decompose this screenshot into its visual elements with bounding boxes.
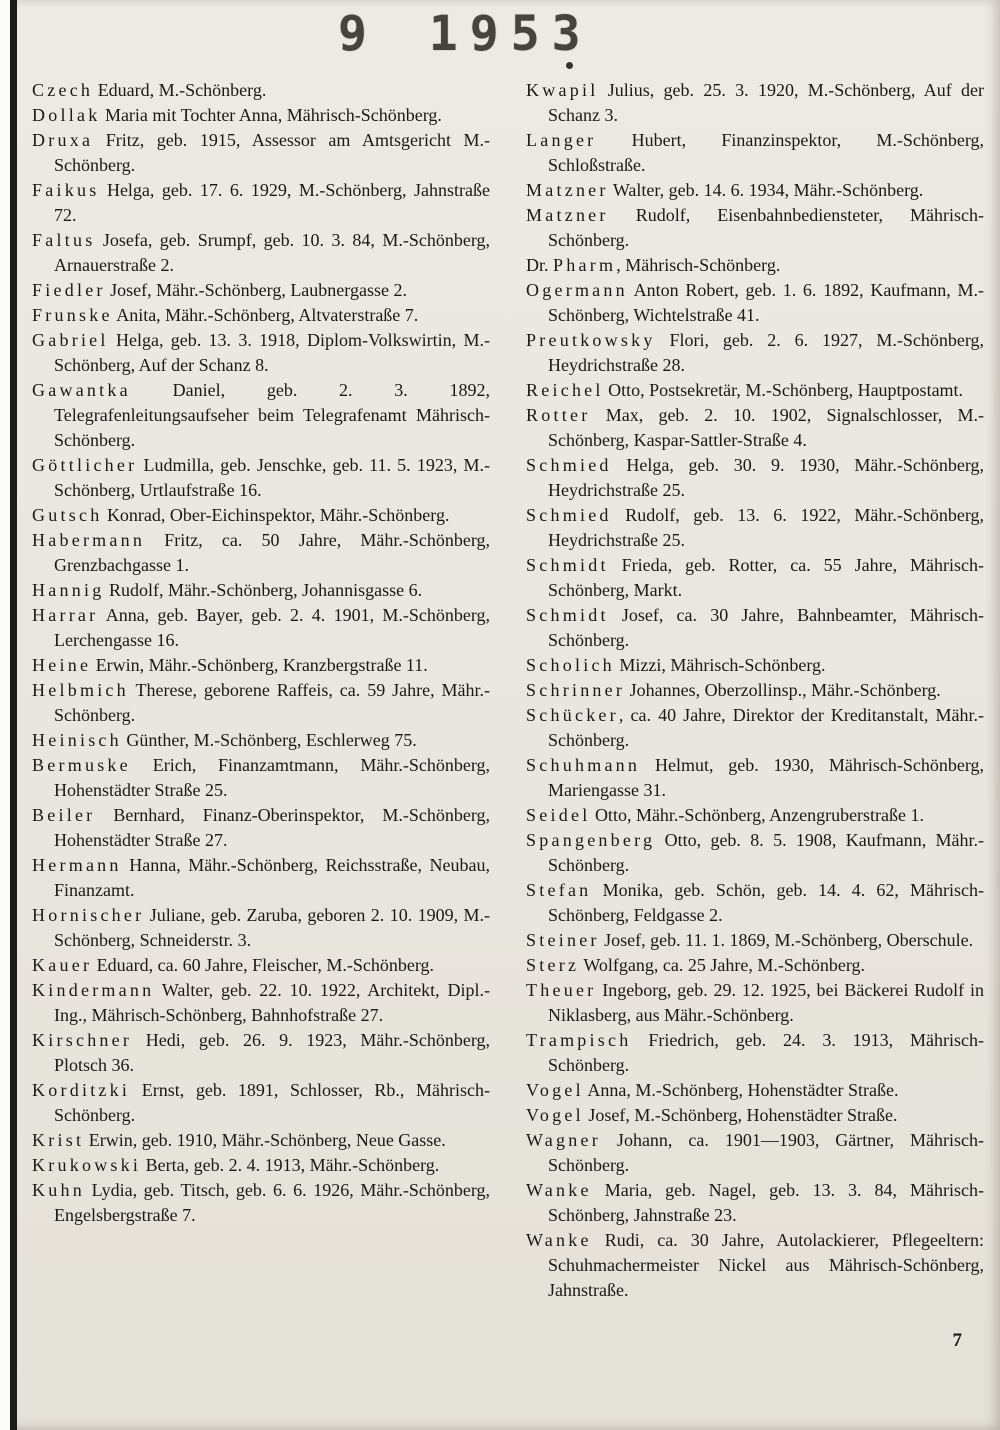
entry-surname: Gabriel: [32, 330, 109, 350]
entry-surname: Spangenberg: [526, 830, 656, 850]
entry-text: Helga, geb. 30. 9. 1930, Mähr.-Schönberg, Heydrichstraße 25.: [548, 455, 984, 500]
entry-text: Flori, geb. 2. 6. 1927, M.-Schönberg, Heydrichstraße 28.: [548, 330, 984, 375]
entry-text: Josef, geb. 11. 1. 1869, M.-Schönberg, Oberschule.: [599, 930, 974, 950]
entry-text: Anton Robert, geb. 1. 6. 1892, Kaufmann, M.-Schönberg, Wichtelstraße 41.: [548, 280, 984, 325]
directory-entry: [32, 578, 490, 603]
directory-entry: [32, 603, 490, 653]
entry-surname: Schücker: [526, 705, 619, 725]
entry-surname: Steiner: [526, 930, 600, 950]
directory-entry: [526, 78, 984, 128]
entry-text: Anna, M.-Schönberg, Hohenstädter Straße.: [583, 1080, 899, 1100]
entry-text: Rudolf, Eisenbahnbediensteter, Mährisch-Schönberg.: [548, 205, 984, 250]
entry-text: Ingeborg, geb. 29. 12. 1925, bei Bäckerei Rudolf in Niklasberg, aus Mähr.-Schönberg.: [548, 980, 984, 1025]
scan-white-edge: [0, 0, 10, 1430]
directory-entry: [32, 1178, 490, 1228]
entry-surname: Schmied: [526, 505, 612, 525]
directory-entry: [526, 378, 984, 403]
directory-entry: [32, 278, 490, 303]
directory-entry: [526, 403, 984, 453]
directory-entry: [32, 728, 490, 753]
entry-surname: Vogel: [526, 1105, 584, 1125]
directory-entry: [526, 328, 984, 378]
directory-entry: [526, 878, 984, 928]
entry-surname: Theuer: [526, 980, 597, 1000]
entry-text: Günther, M.-Schönberg, Eschlerweg 75.: [121, 730, 417, 750]
directory-entry: [526, 678, 984, 703]
directory-entry: [32, 328, 490, 378]
entry-text: Walter, geb. 14. 6. 1934, Mähr.-Schönberg.: [608, 180, 924, 200]
entry-text: Hedi, geb. 26. 9. 1923, Mähr.-Schönberg, Plotsch 36.: [54, 1030, 490, 1075]
entry-surname: Kirschner: [32, 1030, 133, 1050]
directory-entry: [32, 953, 490, 978]
directory-entry: [526, 1128, 984, 1178]
entry-surname: Schuhmann: [526, 755, 641, 775]
directory-entry: [32, 653, 490, 678]
entry-surname: Schmidt: [526, 605, 609, 625]
entry-surname: Faltus: [32, 230, 96, 250]
entry-surname: Matzner: [526, 205, 609, 225]
entry-surname: Faikus: [32, 180, 100, 200]
entry-text: Daniel, geb. 2. 3. 1892, Telegrafenleitungsaufseher beim Telegrafenamt Mährisch-Schönberg.: [54, 380, 490, 450]
entry-text: Maria mit Tochter Anna, Mährisch-Schönberg.: [100, 105, 442, 125]
entry-text: Anita, Mähr.-Schönberg, Altvaterstraße 7.: [112, 305, 419, 325]
entry-text: Josef, ca. 30 Jahre, Bahnbeamter, Mährisch-Schönberg.: [548, 605, 984, 650]
entry-surname: Matzner: [526, 180, 609, 200]
entry-surname: Kwapil: [526, 80, 599, 100]
entry-text: Therese, geborene Raffeis, ca. 59 Jahre, Mähr.-Schönberg.: [54, 680, 490, 725]
left-column: [32, 78, 490, 1303]
entry-surname: Dollak: [32, 105, 101, 125]
entry-text: Monika, geb. Schön, geb. 14. 4. 62, Mährisch-Schönberg, Feldgasse 2.: [548, 880, 984, 925]
entry-surname: Druxa: [32, 130, 94, 150]
entry-text: Johann, ca. 1901—1903, Gärtner, Mährisch-Schönberg.: [548, 1130, 984, 1175]
entry-text: Hanna, Mähr.-Schönberg, Reichsstraße, Neubau, Finanzamt.: [54, 855, 490, 900]
entry-surname: Wagner: [526, 1130, 601, 1150]
entry-surname: Helbmich: [32, 680, 129, 700]
entry-surname: Seidel: [526, 805, 591, 825]
entry-text: Erich, Finanzamtmann, Mähr.-Schönberg, Hohenstädter Straße 25.: [54, 755, 490, 800]
entry-text: Otto, Mähr.-Schönberg, Anzengruberstraße 1.: [590, 805, 925, 825]
directory-entry: [32, 453, 490, 503]
entry-surname: Kauer: [32, 955, 93, 975]
entry-surname: Trampisch: [526, 1030, 632, 1050]
entry-surname: Schrinner: [526, 680, 626, 700]
entry-text: , Mährisch-Schönberg.: [616, 255, 781, 275]
entry-text: Max, geb. 2. 10. 1902, Signalschlosser, M.-Schönberg, Kaspar-Sattler-Straße 4.: [548, 405, 984, 450]
directory-entry: [526, 928, 984, 953]
entry-text: Rudolf, geb. 13. 6. 1922, Mähr.-Schönberg, Heydrichstraße 25.: [548, 505, 984, 550]
entry-text: Fritz, geb. 1915, Assessor am Amtsgericht M.-Schönberg.: [54, 130, 490, 175]
entry-text: Julius, geb. 25. 3. 1920, M.-Schönberg, Auf der Schanz 3.: [548, 80, 984, 125]
entry-text: Lydia, geb. Titsch, geb. 6. 6. 1926, Mähr.-Schönberg, Engelsbergstraße 7.: [54, 1180, 490, 1225]
entry-surname: Schmied: [526, 455, 612, 475]
entry-surname: Korditzki: [32, 1080, 131, 1100]
directory-entry: [526, 128, 984, 178]
entry-text: Otto, geb. 8. 5. 1908, Kaufmann, Mähr.-Schönberg.: [548, 830, 984, 875]
directory-entry: [526, 753, 984, 803]
entry-surname: Heine: [32, 655, 92, 675]
entry-text: Helmut, geb. 1930, Mährisch-Schönberg, Mariengasse 31.: [548, 755, 984, 800]
directory-entry: [32, 853, 490, 903]
entry-surname: Hermann: [32, 855, 122, 875]
entry-text: Hubert, Finanzinspektor, M.-Schönberg, Schloßstraße.: [548, 130, 984, 175]
directory-entry: [526, 553, 984, 603]
entry-surname: Preutkowsky: [526, 330, 656, 350]
entry-surname: Habermann: [32, 530, 146, 550]
entry-surname: Kuhn: [32, 1180, 85, 1200]
directory-entry: [32, 103, 490, 128]
entry-text: Josef, Mähr.-Schönberg, Laubnergasse 2.: [105, 280, 407, 300]
entry-surname: Krist: [32, 1130, 85, 1150]
entry-surname: Reichel: [526, 380, 604, 400]
entry-surname: Czech: [32, 80, 94, 100]
entry-surname: Bermuske: [32, 755, 131, 775]
entry-text: Eduard, ca. 60 Jahre, Fleischer, M.-Schönberg.: [92, 955, 435, 975]
entry-text: Eduard, M.-Schönberg.: [93, 80, 267, 100]
entry-text: Konrad, Ober-Eichinspektor, Mähr.-Schönberg.: [102, 505, 450, 525]
directory-entry: [32, 228, 490, 278]
entry-text: Bernhard, Finanz-Oberinspektor, M.-Schönberg, Hohenstädter Straße 27.: [54, 805, 490, 850]
entry-surname: Rotter: [526, 405, 591, 425]
entry-text: Friedrich, geb. 24. 3. 1913, Mährisch-Schönberg.: [548, 1030, 984, 1075]
entry-surname: Frunske: [32, 305, 113, 325]
directory-entry: [526, 703, 984, 753]
entry-text: Erwin, Mähr.-Schönberg, Kranzbergstraße 11.: [91, 655, 428, 675]
entry-surname: Hornischer: [32, 905, 145, 925]
entry-surname: Göttlicher: [32, 455, 138, 475]
entry-surname: Wanke: [526, 1230, 592, 1250]
date-stamp: [338, 6, 593, 62]
entry-text: Josef, M.-Schönberg, Hohenstädter Straße.: [583, 1105, 898, 1125]
entry-surname: Langer: [526, 130, 597, 150]
entry-surname: Beiler: [32, 805, 96, 825]
directory-entry: [526, 503, 984, 553]
entry-surname: Krukowski: [32, 1155, 142, 1175]
directory-entry: [526, 978, 984, 1028]
entry-text: Ludmilla, geb. Jenschke, geb. 11. 5. 1923, M.-Schönberg, Urtlaufstraße 16.: [54, 455, 490, 500]
directory-entry: [526, 603, 984, 653]
directory-entry: [526, 1028, 984, 1078]
directory-entry: [32, 903, 490, 953]
entry-text: Otto, Postsekretär, M.-Schönberg, Hauptpostamt.: [603, 380, 964, 400]
entry-surname: Pharm: [553, 255, 617, 275]
directory-entry: [32, 128, 490, 178]
page-number: 7: [952, 1330, 962, 1351]
stamp-ink-dot: [566, 62, 573, 69]
entry-text: Juliane, geb. Zaruba, geboren 2. 10. 1909, M.-Schönberg, Schneiderstr. 3.: [54, 905, 490, 950]
directory-entry: [526, 278, 984, 328]
directory-entry: [526, 1103, 984, 1128]
directory-entry: [32, 528, 490, 578]
entry-text: Anna, geb. Bayer, geb. 2. 4. 1901, M.-Schönberg, Lerchengasse 16.: [54, 605, 490, 650]
entry-surname: Scholich: [526, 655, 615, 675]
directory-entry: [526, 178, 984, 203]
stamp-year: 1953: [428, 6, 593, 62]
entry-surname: Wanke: [526, 1180, 592, 1200]
entry-surname: Vogel: [526, 1080, 584, 1100]
entry-surname: Hannig: [32, 580, 105, 600]
entry-text: Berta, geb. 2. 4. 1913, Mähr.-Schönberg.: [141, 1155, 440, 1175]
directory-entry: [32, 1028, 490, 1078]
entry-text: Helga, geb. 17. 6. 1929, M.-Schönberg, Jahnstraße 72.: [54, 180, 490, 225]
entry-surname: Kindermann: [32, 980, 155, 1000]
directory-entry: [32, 303, 490, 328]
scan-edge-strip: [10, 0, 17, 1430]
stamp-number: 9: [338, 6, 367, 62]
entry-text: Maria, geb. Nagel, geb. 13. 3. 84, Mährisch-Schönberg, Jahnstraße 23.: [548, 1180, 984, 1225]
entry-text: Erwin, geb. 1910, Mähr.-Schönberg, Neue Gasse.: [84, 1130, 446, 1150]
directory-entry: [32, 178, 490, 228]
directory-entry: [32, 1128, 490, 1153]
directory-entry: [526, 1078, 984, 1103]
entry-text: Fritz, ca. 50 Jahre, Mähr.-Schönberg, Grenzbachgasse 1.: [54, 530, 490, 575]
entry-surname: Harrar: [32, 605, 99, 625]
directory-entry: [32, 1153, 490, 1178]
directory-entry: [32, 678, 490, 728]
directory-entry: [32, 978, 490, 1028]
directory-entry: [32, 78, 490, 103]
directory-entry: [526, 253, 984, 278]
entry-text: Ernst, geb. 1891, Schlosser, Rb., Mährisch-Schönberg.: [54, 1080, 490, 1125]
directory-entry: [526, 1178, 984, 1228]
entry-surname: Stefan: [526, 880, 592, 900]
directory-entry: [32, 753, 490, 803]
entry-text: Rudolf, Mähr.-Schönberg, Johannisgasse 6.: [104, 580, 423, 600]
directory-entry: [32, 503, 490, 528]
entry-text: Frieda, geb. Rotter, ca. 55 Jahre, Mährisch-Schönberg, Markt.: [548, 555, 984, 600]
directory-entry: [526, 803, 984, 828]
directory-entry: [32, 1078, 490, 1128]
directory-entry: [526, 653, 984, 678]
entry-surname: Schmidt: [526, 555, 609, 575]
entry-surname: Gutsch: [32, 505, 103, 525]
right-column: [526, 78, 984, 1303]
entry-surname: Fiedler: [32, 280, 106, 300]
directory-entry: [32, 378, 490, 453]
entry-text: Rudi, ca. 30 Jahre, Autolackierer, Pflegeeltern: Schuhmachermeister Nickel aus Mährisch-Schönberg, Jahnstraße.: [548, 1230, 984, 1300]
entry-text: , ca. 40 Jahre, Direktor der Kreditanstalt, Mähr.-Schönberg.: [548, 705, 984, 750]
entry-text: Walter, geb. 22. 10. 1922, Architekt, Dipl.-Ing., Mährisch-Schönberg, Bahnhofstraße 27.: [54, 980, 490, 1025]
directory-entry: [32, 803, 490, 853]
entry-surname: Sterz: [526, 955, 580, 975]
entry-text: Josefa, geb. Srumpf, geb. 10. 3. 84, M.-Schönberg, Arnauerstraße 2.: [54, 230, 490, 275]
entry-text: Wolfgang, ca. 25 Jahre, M.-Schönberg.: [579, 955, 866, 975]
entry-text: Johannes, Oberzollinsp., Mähr.-Schönberg.: [625, 680, 941, 700]
directory-entry: [526, 203, 984, 253]
entry-text: Mizzi, Mährisch-Schönberg.: [614, 655, 826, 675]
directory-entry: [526, 828, 984, 878]
directory-entry: [526, 953, 984, 978]
entry-surname: Gawantka: [32, 380, 131, 400]
entry-surname: Heinisch: [32, 730, 122, 750]
directory-columns: [32, 78, 984, 1303]
directory-entry: [526, 453, 984, 503]
entry-text: Helga, geb. 13. 3. 1918, Diplom-Volkswirtin, M.-Schönberg, Auf der Schanz 8.: [54, 330, 490, 375]
entry-surname: Ogermann: [526, 280, 628, 300]
directory-entry: [526, 1228, 984, 1303]
entry-title-prefix: Dr.: [526, 255, 553, 275]
